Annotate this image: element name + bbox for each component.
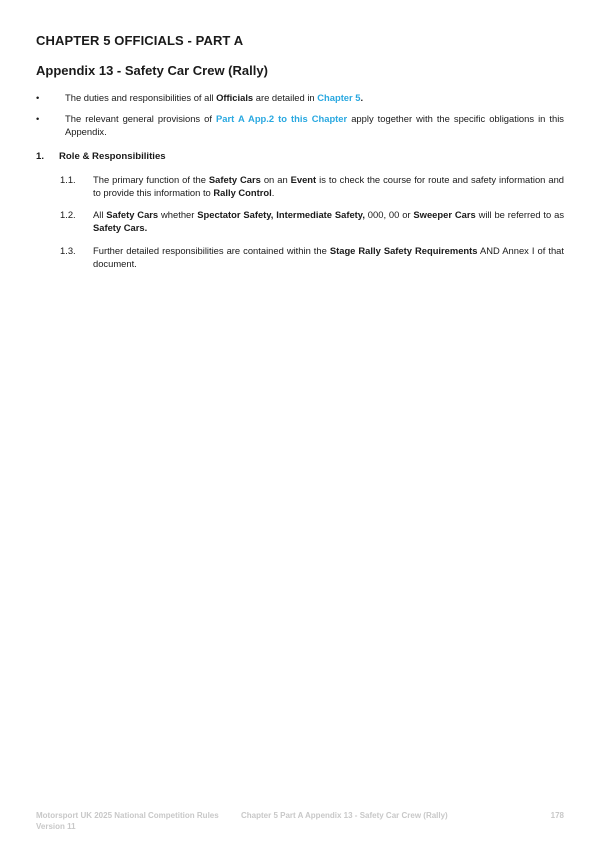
appendix-title: Appendix 13 - Safety Car Crew (Rally) [36, 63, 268, 78]
bullet-mark: • [36, 113, 40, 124]
clause-number: 1.1. [60, 174, 76, 185]
footer-version: Version 11 [36, 822, 76, 831]
bold-term-safety-cars-final: Safety Cars. [93, 222, 148, 234]
bold-term-spectator-intermediate-safety: Spectator Safety, Intermediate Safety, [197, 209, 365, 221]
section-title: Role & Responsibilities [59, 151, 166, 162]
bold-term-sweeper-cars: Sweeper Cars [413, 209, 476, 221]
footer-rulebook-title: Motorsport UK 2025 National Competition Rules [36, 811, 219, 820]
clause-text: Further detailed responsibilities are contained within the [93, 244, 330, 256]
clause-text: The primary function of the [93, 174, 209, 185]
clause-text: . [271, 187, 275, 198]
bullet-text: apply together with the specific obligations in this Appendix. [65, 113, 564, 137]
bullet-text: The duties and responsibilities of all [65, 92, 217, 103]
bold-term-safety-cars: Safety Cars [208, 174, 261, 185]
clause-list [60, 173, 564, 278]
section-heading-role-responsibilities [36, 151, 166, 162]
clause-number: 1.3. [60, 244, 76, 256]
bullet-text: The relevant general provisions of [65, 113, 217, 124]
footer-document-info [36, 810, 236, 832]
section-number: 1. [36, 151, 45, 162]
intro-bullet-list [36, 91, 564, 146]
clause-text: AND Annex I of that document. [93, 244, 564, 269]
link-chapter-5[interactable]: Chapter 5 [317, 92, 361, 103]
bullet-text-period: . [360, 92, 364, 103]
bullet-mark: • [36, 92, 40, 103]
bold-term-event: Event [290, 174, 317, 185]
bullet-text: are detailed in [253, 92, 318, 103]
clause-text: whether [158, 209, 198, 221]
clause-text: All [93, 209, 107, 221]
link-part-a-app2[interactable]: Part A App.2 to this Chapter [216, 113, 348, 124]
clause-1-1 [60, 173, 564, 199]
clause-text: will be referred to as [475, 209, 565, 221]
bold-term-stage-rally-safety-requirements: Stage Rally Safety Requirements [329, 244, 478, 256]
clause-text: 000, 00 or [364, 209, 414, 221]
clause-1-2 [60, 208, 564, 234]
clause-1-3 [60, 244, 564, 270]
clause-text: on an [260, 174, 291, 185]
bold-term-safety-cars: Safety Cars [106, 209, 159, 221]
footer-page-number: 178 [550, 811, 564, 820]
bullet-item-officials [36, 91, 564, 104]
footer-section-title: Chapter 5 Part A Appendix 13 - Safety Car Crew (Rally) [241, 811, 448, 820]
clause-number: 1.2. [60, 209, 76, 221]
clause-text: is to check the course for route and safety information and to provide this information to [93, 174, 564, 198]
bold-term-rally-control: Rally Control [213, 187, 272, 198]
chapter-title: CHAPTER 5 OFFICIALS - PART A [36, 33, 244, 48]
bold-term-officials: Officials [216, 92, 254, 103]
bullet-item-general-provisions [36, 112, 564, 138]
